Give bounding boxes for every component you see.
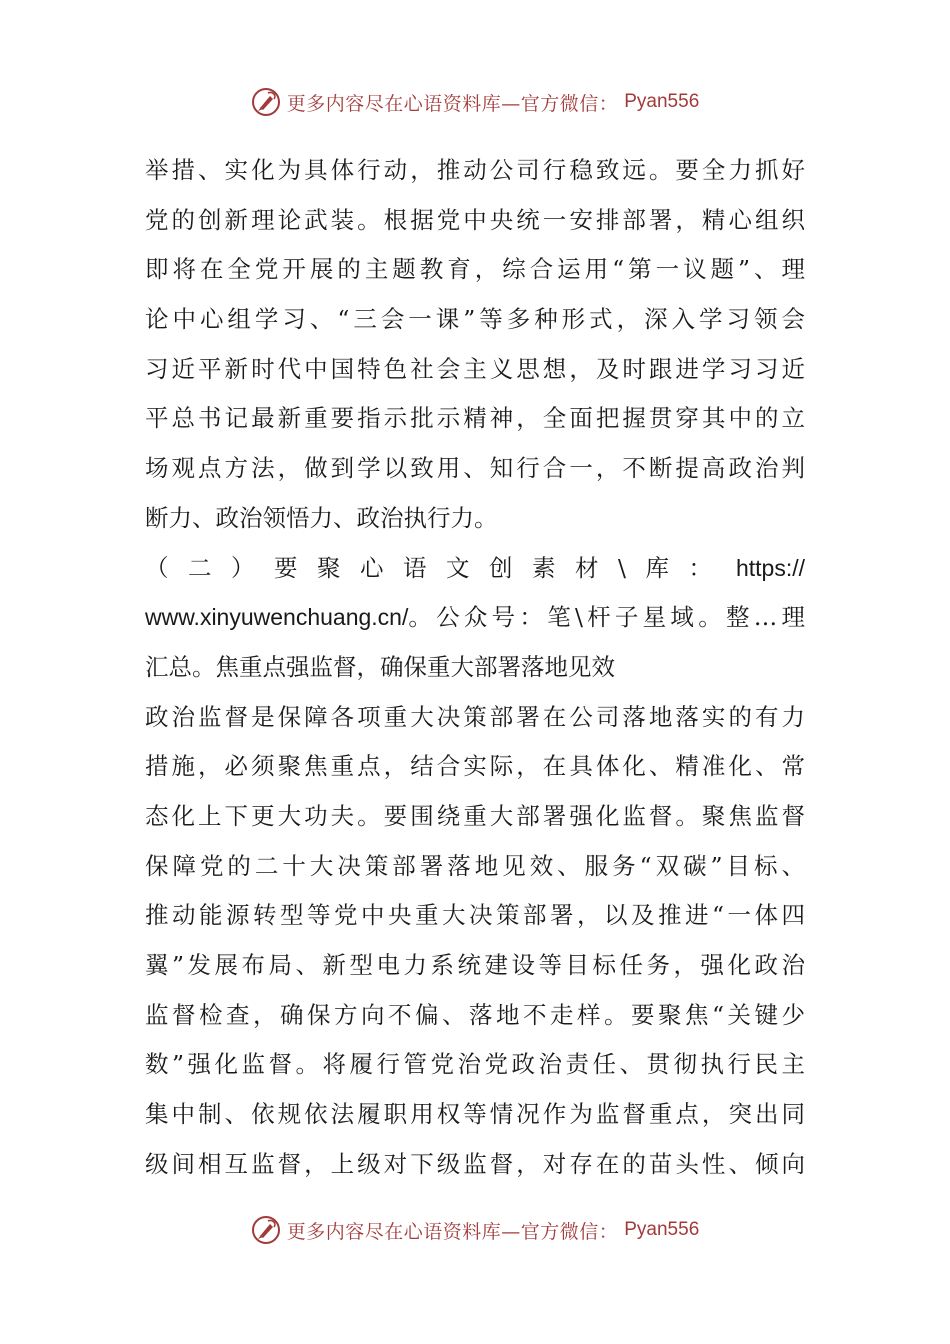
heading-text: （二）要聚心语文创素材\库： bbox=[145, 553, 712, 582]
heading-text: 。公众号：笔\杆子星域。整…理 bbox=[408, 603, 805, 632]
text-line: 集中制、依规依法履职用权等情况作为监督重点，突出同 bbox=[145, 1100, 805, 1129]
text-line: 断力、政治领悟力、政治执行力。 bbox=[145, 503, 498, 532]
text-line: 级间相互监督，上级对下级监督，对存在的苗头性、倾向 bbox=[145, 1149, 805, 1178]
heading-line-2 bbox=[145, 593, 805, 643]
text-line: 政治监督是保障各项重大决策部署在公司落地落实的有力 bbox=[145, 702, 805, 731]
banner-wechat-id: Pyan556 bbox=[624, 1219, 700, 1240]
pen-nib-logo-icon bbox=[251, 1215, 281, 1245]
source-url-part: https:// bbox=[735, 554, 805, 581]
document-body bbox=[145, 146, 805, 1189]
banner-wechat-id: Pyan556 bbox=[624, 91, 700, 112]
text-line: 场观点方法，做到学以致用、知行合一，不断提高政治判 bbox=[145, 454, 805, 483]
text-line: 监督检查，确保方向不偏、落地不走样。要聚焦“关键少 bbox=[145, 1000, 805, 1029]
banner-text: 更多内容尽在心语资料库—官方微信： bbox=[286, 1220, 619, 1243]
heading-line-1 bbox=[145, 544, 805, 594]
text-line: 即将在全党开展的主题教育，综合运用“第一议题”、理 bbox=[145, 255, 805, 284]
text-line: 平总书记最新重要指示批示精神，全面把握贯穿其中的立 bbox=[145, 404, 805, 433]
text-line: 翼”发展布局、新型电力系统建设等目标任务，强化政治 bbox=[145, 951, 805, 979]
text-line: 习近平新时代中国特色社会主义思想，及时跟进学习习近 bbox=[145, 354, 805, 383]
banner-text: 更多内容尽在心语资料库—官方微信： bbox=[286, 92, 619, 115]
header-banner bbox=[0, 82, 950, 122]
text-line: 论中心组学习、“三会一课”等多种形式，深入学习领会 bbox=[145, 305, 805, 334]
pen-nib-logo-icon bbox=[251, 87, 281, 117]
text-line: 举措、实化为具体行动，推动公司行稳致远。要全力抓好 bbox=[145, 156, 805, 184]
text-line: 数”强化监督。将履行管党治党政治责任、贯彻执行民主 bbox=[145, 1050, 805, 1079]
text-line: 措施，必须聚焦重点，结合实际，在具体化、精准化、常 bbox=[145, 752, 805, 781]
text-line: 党的创新理论武装。根据党中央统一安排部署，精心组织 bbox=[145, 205, 805, 234]
footer-banner bbox=[0, 1210, 950, 1250]
source-url: www.xinyuwenchuang.cn/ bbox=[145, 604, 409, 631]
text-line: 保障党的二十大决策部署落地见效、服务“双碳”目标、 bbox=[145, 851, 805, 880]
text-line: 态化上下更大功夫。要围绕重大部署强化监督。聚焦监督 bbox=[145, 801, 805, 830]
text-line: 推动能源转型等党中央重大决策部署，以及推进“一体四 bbox=[145, 901, 805, 930]
heading-line-3: 汇总。焦重点强监督，确保重大部署落地见效 bbox=[145, 652, 615, 681]
